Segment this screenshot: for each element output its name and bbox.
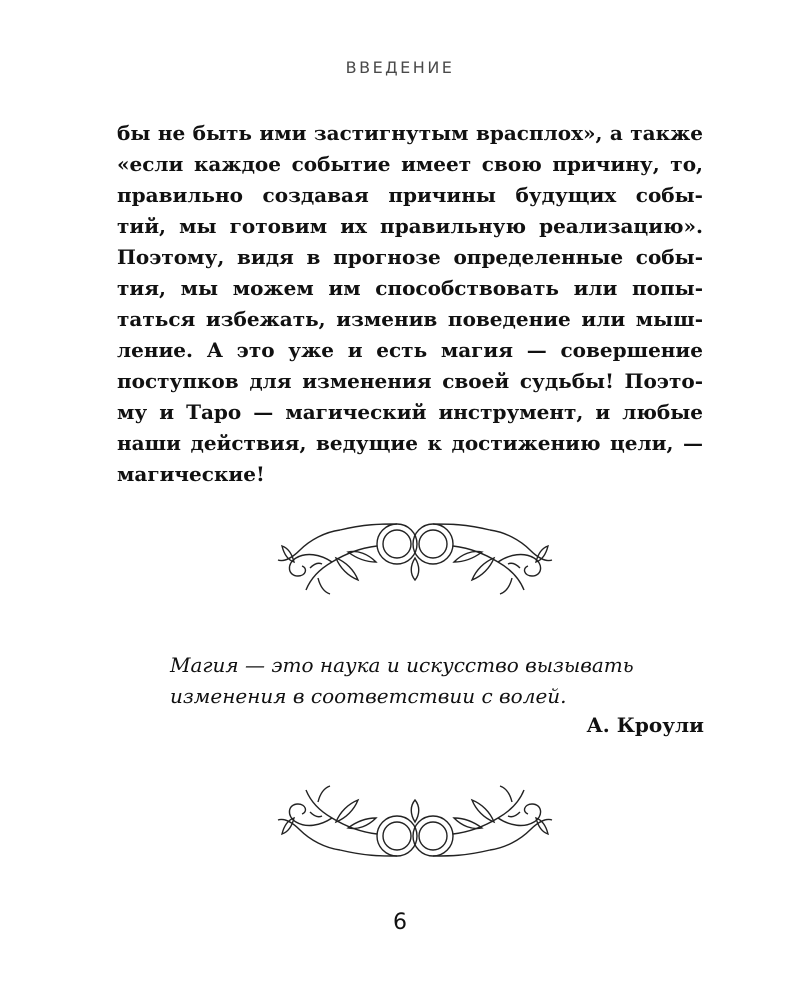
epigraph-line: изменения в соответствии с волей.: [170, 684, 567, 708]
page-number: 6: [393, 910, 407, 935]
body-line: поступков для изменения своей судьбы! Поэто-: [117, 369, 703, 393]
body-line: правильно создавая причины будущих собы-: [117, 183, 703, 207]
body-line: магические!: [117, 462, 265, 486]
scroll-ornament-icon: [270, 782, 560, 862]
body-line: таться избежать, изменив поведение или мыш-: [117, 307, 703, 331]
body-line: наши действия, ведущие к достижению цели, —: [117, 431, 703, 455]
scroll-ornament-icon: [270, 518, 560, 598]
body-line: му и Таро — магический инструмент, и любые: [117, 400, 703, 424]
body-line: Поэтому, видя в прогнозе определенные собы-: [117, 245, 703, 269]
running-title: ВВЕДЕНИЕ: [345, 58, 455, 77]
epigraph-author: А. Кроули: [586, 713, 704, 737]
epigraph-line: Магия — это наука и искусство вызывать: [170, 653, 634, 677]
body-paragraph: [117, 118, 703, 490]
epigraph-quote: [170, 650, 706, 712]
body-line: «если каждое событие имеет свою причину, то,: [117, 152, 703, 176]
body-line: тий, мы готовим их правильную реализацию».: [117, 214, 703, 238]
body-line: бы не быть ими застигнутым врасплох», а также: [117, 121, 703, 145]
body-line: ление. А это уже и есть магия — совершение: [117, 338, 703, 362]
body-line: тия, мы можем им способствовать или попы-: [117, 276, 703, 300]
